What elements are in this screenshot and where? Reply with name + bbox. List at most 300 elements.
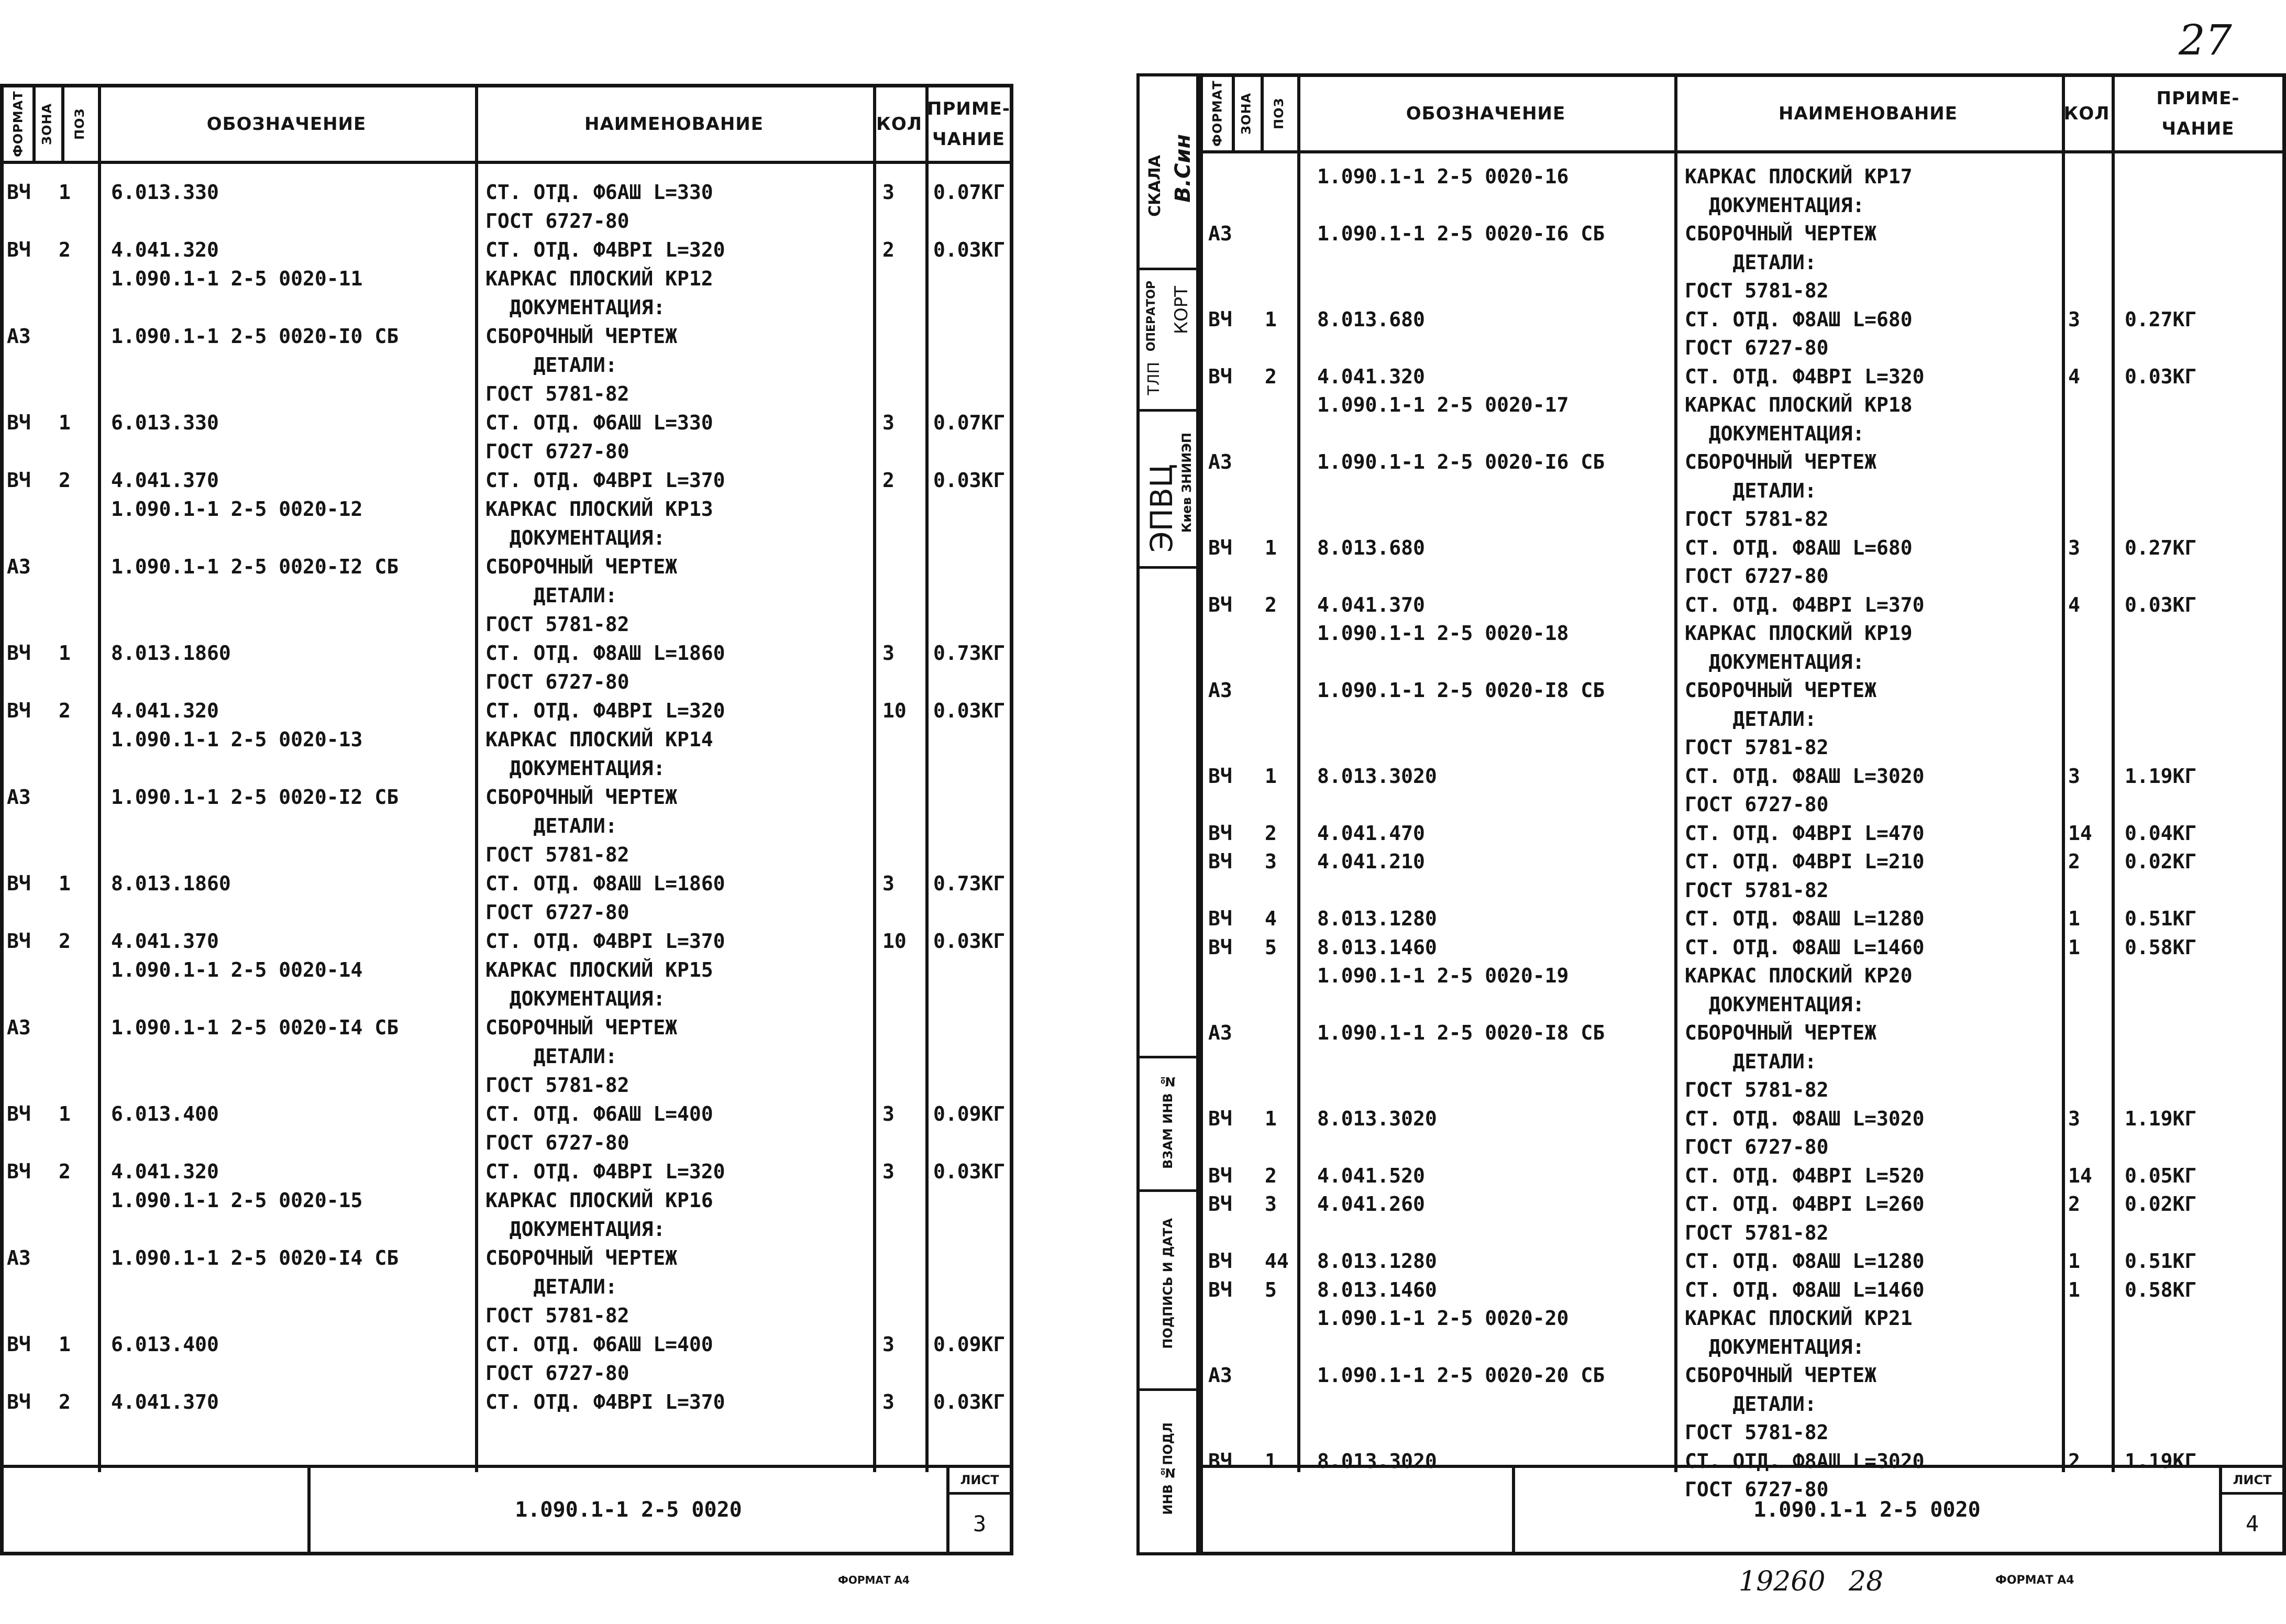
row-name: СБОРОЧНЫЙ ЧЕРТЕЖ <box>485 555 678 578</box>
divider <box>873 87 876 1472</box>
row-note: 0.02КГ <box>2125 1192 2197 1216</box>
row-name: ГОСТ 5781-82 <box>1685 1221 1829 1244</box>
row-name: ГОСТ 6727-80 <box>485 670 630 693</box>
header-designation: ОБОЗНАЧЕНИЕ <box>206 114 367 135</box>
row-name: ДОКУМЕНТАЦИЯ: <box>1685 422 1865 445</box>
row-designation: 1.090.1-1 2-5 0020-I8 СБ <box>1317 1021 1605 1044</box>
row-note: 0.04КГ <box>2125 821 2197 845</box>
row-note: 0.09КГ <box>933 1333 1006 1356</box>
header-note-line2: ЧАНИЕ <box>932 129 1005 150</box>
row-format: ВЧ <box>1208 307 1232 331</box>
row-name: СТ. ОТД. Ф4ВРI L=470 <box>1685 821 1925 845</box>
row-quantity: 3 <box>882 1102 894 1125</box>
row-format: А3 <box>7 325 31 348</box>
row-note: 0.03КГ <box>2125 364 2197 388</box>
stamp-inv: ИНВ №ПОДЛ <box>1161 1422 1175 1515</box>
row-position: 3 <box>1265 850 1277 873</box>
row-name: СТ. ОТД. Ф4ВРI L=210 <box>1685 850 1925 873</box>
row-name: КАРКАС ПЛОСКИЙ КР16 <box>485 1189 713 1212</box>
row-name: СТ. ОТД. Ф8АШ L=3020 <box>1685 1107 1925 1130</box>
stamp-inv-cell <box>1140 1391 1196 1552</box>
row-name: ГОСТ 6727-80 <box>485 440 630 463</box>
row-designation: 1.090.1-1 2-5 0020-I2 СБ <box>111 786 399 809</box>
row-format: А3 <box>7 1016 31 1039</box>
stamp-podpis: ПОДПИСЬ И ДАТА <box>1161 1218 1175 1349</box>
row-position: 2 <box>59 1390 71 1413</box>
row-designation: 6.013.400 <box>111 1333 219 1356</box>
row-designation: 4.041.320 <box>111 1160 219 1183</box>
row-name: ДЕТАЛИ: <box>485 1045 617 1068</box>
row-quantity: 3 <box>882 1160 894 1183</box>
sheet-page-4 <box>1105 0 2272 1624</box>
header-name: НАИМЕНОВАНИЕ <box>584 114 764 135</box>
row-quantity: 1 <box>2068 1278 2080 1301</box>
row-position: 5 <box>1265 1278 1277 1301</box>
signature: В.Син <box>1171 134 1195 203</box>
row-name: ДЕТАЛИ: <box>1685 479 1817 502</box>
header-note <box>2112 77 2284 150</box>
document-code: 1.090.1-1 2-5 0020 <box>1753 1498 1981 1522</box>
row-designation: 8.013.1460 <box>1317 1278 1437 1301</box>
row-format: ВЧ <box>7 1160 31 1183</box>
stamp-vzam: ВЗАМ ИНВ № <box>1161 1074 1175 1169</box>
sheet-label: ЛИСТ <box>2222 1468 2282 1495</box>
sheet-page-3 <box>0 0 1105 1624</box>
document-code: 1.090.1-1 2-5 0020 <box>515 1498 742 1522</box>
row-name: СТ. ОТД. Ф4ВРI L=370 <box>1685 593 1925 616</box>
row-name: СТ. ОТД. Ф4ВРI L=370 <box>485 930 725 953</box>
row-format: ВЧ <box>1208 821 1232 845</box>
row-format: А3 <box>7 1246 31 1269</box>
row-quantity: 3 <box>882 411 894 434</box>
row-quantity: 14 <box>2068 821 2092 845</box>
row-name: СТ. ОТД. Ф8АШ L=680 <box>1685 307 1913 331</box>
row-designation: 1.090.1-1 2-5 0020-18 <box>1317 622 1569 645</box>
row-name: ГОСТ 5781-82 <box>1685 507 1829 531</box>
row-note: 0.05КГ <box>2125 1164 2197 1187</box>
row-quantity: 2 <box>2068 1192 2080 1216</box>
header-qty: КОЛ <box>2063 103 2110 124</box>
row-designation: 4.041.320 <box>1317 364 1425 388</box>
stamp-tlp: ТЛП <box>1145 362 1163 395</box>
row-note: 0.07КГ <box>933 181 1006 204</box>
stamp-epvc: ЭПВЦ <box>1144 464 1179 553</box>
row-name: ДОКУМЕНТАЦИЯ: <box>485 757 666 780</box>
row-quantity: 3 <box>2068 764 2080 788</box>
sheet-box <box>946 1468 1010 1552</box>
row-name: СТ. ОТД. Ф8АШ L=1280 <box>1685 1250 1925 1273</box>
row-position: 2 <box>59 238 71 261</box>
row-name: ДЕТАЛИ: <box>1685 1049 1817 1073</box>
row-designation: 4.041.470 <box>1317 821 1425 845</box>
row-designation: 8.013.3020 <box>1317 764 1437 788</box>
header-note-line2: ЧАНИЕ <box>2161 118 2235 139</box>
row-position: 1 <box>59 1333 71 1356</box>
row-position: 2 <box>1265 821 1277 845</box>
row-name: ГОСТ 5781-82 <box>1685 878 1829 902</box>
row-name: ДОКУМЕНТАЦИЯ: <box>485 987 666 1010</box>
row-name: ДОКУМЕНТАЦИЯ: <box>485 296 666 319</box>
row-designation: 1.090.1-1 2-5 0020-I6 СБ <box>1317 222 1605 245</box>
row-designation: 8.013.3020 <box>1317 1449 1437 1473</box>
table-header <box>4 87 1010 164</box>
row-position: 1 <box>59 181 71 204</box>
row-name: ГОСТ 6727-80 <box>485 209 630 233</box>
spec-table-left <box>0 84 1013 1555</box>
row-name: СТ. ОТД. Ф4ВРI L=260 <box>1685 1192 1925 1216</box>
row-designation: 1.090.1-1 2-5 0020-17 <box>1317 393 1569 416</box>
row-name: СТ. ОТД. Ф8АШ L=1460 <box>1685 1278 1925 1301</box>
title-block-right <box>1203 1465 2282 1552</box>
row-quantity: 3 <box>882 642 894 665</box>
row-name: СТ. ОТД. Ф4ВРI L=320 <box>485 238 725 261</box>
row-name: СТ. ОТД. Ф4ВРI L=370 <box>485 469 725 492</box>
row-note: 0.03КГ <box>933 930 1006 953</box>
row-designation: 1.090.1-1 2-5 0020-11 <box>111 267 363 290</box>
row-name: ДЕТАЛИ: <box>1685 1392 1817 1416</box>
header-qty: КОЛ <box>876 114 922 135</box>
archive-sheet: 28 <box>1849 1566 1884 1597</box>
row-designation: 8.013.3020 <box>1317 1107 1437 1130</box>
divider <box>2112 77 2115 1472</box>
divider <box>61 87 64 161</box>
row-format: А3 <box>7 786 31 809</box>
row-format: ВЧ <box>1208 1164 1232 1187</box>
row-name: СТ. ОТД. Ф8АШ L=1460 <box>1685 935 1925 959</box>
row-name: ГОСТ 5781-82 <box>485 613 630 636</box>
divider <box>1232 77 1235 150</box>
row-designation: 4.041.320 <box>111 238 219 261</box>
row-designation: 1.090.1-1 2-5 0020-I0 СБ <box>111 325 399 348</box>
table-header <box>1203 77 2282 153</box>
row-position: 2 <box>59 930 71 953</box>
row-designation: 4.041.370 <box>111 930 219 953</box>
row-format: ВЧ <box>7 469 31 492</box>
row-format: А3 <box>1208 1021 1232 1044</box>
row-designation: 4.041.370 <box>111 469 219 492</box>
row-designation: 1.090.1-1 2-5 0020-20 СБ <box>1317 1364 1605 1387</box>
row-name: СБОРОЧНЫЙ ЧЕРТЕЖ <box>1685 1021 1877 1044</box>
row-quantity: 14 <box>2068 1164 2092 1187</box>
row-designation: 1.090.1-1 2-5 0020-I6 СБ <box>1317 450 1605 473</box>
row-position: 2 <box>1265 593 1277 616</box>
row-name: ДЕТАЛИ: <box>1685 250 1817 274</box>
row-quantity: 4 <box>2068 364 2080 388</box>
stamp-scale-cell <box>1140 76 1196 270</box>
row-name: СТ. ОТД. Ф4ВРI L=370 <box>485 1390 725 1413</box>
row-name: ГОСТ 5781-82 <box>485 1074 630 1097</box>
row-quantity: 10 <box>882 930 907 953</box>
row-name: СБОРОЧНЫЙ ЧЕРТЕЖ <box>1685 1364 1877 1387</box>
row-note: 0.58КГ <box>2125 1278 2197 1301</box>
row-format: А3 <box>1208 450 1232 473</box>
row-note: 0.09КГ <box>933 1102 1006 1125</box>
row-format: А3 <box>1208 1364 1232 1387</box>
row-name: ДОКУМЕНТАЦИЯ: <box>485 526 666 549</box>
row-name: ГОСТ 6727-80 <box>1685 336 1829 359</box>
row-note: 0.03КГ <box>933 469 1006 492</box>
row-format: ВЧ <box>7 238 31 261</box>
row-name: ДОКУМЕНТАЦИЯ: <box>1685 1335 1865 1358</box>
row-note: 1.19КГ <box>2125 1107 2197 1130</box>
row-quantity: 1 <box>2068 1250 2080 1273</box>
header-format: ФОРМАТ <box>10 91 26 158</box>
row-note: 0.27КГ <box>2125 307 2197 331</box>
row-position: 1 <box>1265 307 1277 331</box>
row-note: 0.58КГ <box>2125 935 2197 959</box>
row-designation: 4.041.370 <box>1317 593 1425 616</box>
row-format: ВЧ <box>1208 935 1232 959</box>
row-name: СТ. ОТД. Ф4ВРI L=320 <box>485 1160 725 1183</box>
row-name: ГОСТ 5781-82 <box>1685 736 1829 759</box>
row-name: ГОСТ 6727-80 <box>485 901 630 924</box>
row-format: ВЧ <box>1208 1107 1232 1130</box>
row-name: СТ. ОТД. Ф4ВРI L=320 <box>485 699 725 722</box>
row-quantity: 2 <box>882 469 894 492</box>
row-designation: 8.013.1860 <box>111 642 231 665</box>
row-designation: 1.090.1-1 2-5 0020-13 <box>111 728 363 751</box>
format-label-right: ФОРМАТ А4 <box>1995 1574 2074 1587</box>
row-format: ВЧ <box>1208 1250 1232 1273</box>
row-name: ДОКУМЕНТАЦИЯ: <box>1685 650 1865 673</box>
row-note: 0.03КГ <box>933 1160 1006 1183</box>
row-note: 0.27КГ <box>2125 536 2197 559</box>
row-format: А3 <box>7 555 31 578</box>
row-designation: 4.041.320 <box>111 699 219 722</box>
row-format: А3 <box>1208 222 1232 245</box>
row-name: КАРКАС ПЛОСКИЙ КР19 <box>1685 622 1913 645</box>
row-name: ГОСТ 6727-80 <box>485 1362 630 1385</box>
row-name: СТ. ОТД. Ф6АШ L=330 <box>485 181 713 204</box>
sheet-box <box>2219 1468 2282 1552</box>
stamp-sign-cell <box>1140 1192 1196 1391</box>
header-note-line1: ПРИМЕ- <box>2156 88 2240 109</box>
corner-page-number: 27 <box>2179 16 2232 64</box>
divider <box>475 87 478 1472</box>
row-name: ГОСТ 5781-82 <box>485 843 630 866</box>
row-name: КАРКАС ПЛОСКИЙ КР17 <box>1685 165 1913 188</box>
header-zone: ЗОНА <box>39 103 54 146</box>
row-note: 0.51КГ <box>2125 1250 2197 1273</box>
row-name: СБОРОЧНЫЙ ЧЕРТЕЖ <box>485 1246 678 1269</box>
row-position: 1 <box>1265 536 1277 559</box>
row-name: ГОСТ 5781-82 <box>485 1304 630 1327</box>
row-format: ВЧ <box>1208 850 1232 873</box>
divider <box>1261 77 1264 150</box>
row-name: ДЕТАЛИ: <box>1685 707 1817 731</box>
row-designation: 6.013.330 <box>111 411 219 434</box>
divider <box>925 87 929 1472</box>
row-name: СТ. ОТД. Ф6АШ L=400 <box>485 1333 713 1356</box>
row-name: ДЕТАЛИ: <box>485 584 617 607</box>
row-name: ГОСТ 5781-82 <box>1685 1078 1829 1101</box>
row-designation: 4.041.520 <box>1317 1164 1425 1187</box>
row-format: ВЧ <box>7 1390 31 1413</box>
row-name: ДОКУМЕНТАЦИЯ: <box>485 1218 666 1241</box>
row-designation: 1.090.1-1 2-5 0020-16 <box>1317 165 1569 188</box>
stamp-vzam-cell <box>1140 1056 1196 1192</box>
row-quantity: 4 <box>2068 593 2080 616</box>
row-quantity: 3 <box>882 1390 894 1413</box>
row-designation: 1.090.1-1 2-5 0020-19 <box>1317 964 1569 987</box>
stamp-operator: ОПЕРАТОР <box>1145 281 1158 352</box>
row-position: 1 <box>1265 1449 1277 1473</box>
row-name: СБОРОЧНЫЙ ЧЕРТЕЖ <box>485 325 678 348</box>
row-position: 2 <box>1265 1164 1277 1187</box>
row-designation: 8.013.1280 <box>1317 907 1437 930</box>
row-designation: 8.013.1460 <box>1317 935 1437 959</box>
sheet-number: 4 <box>2245 1510 2259 1537</box>
row-format: ВЧ <box>7 1102 31 1125</box>
row-position: 1 <box>59 872 71 895</box>
row-format: ВЧ <box>1208 1449 1232 1473</box>
row-quantity: 2 <box>2068 850 2080 873</box>
row-position: 2 <box>59 469 71 492</box>
row-note: 0.07КГ <box>933 411 1006 434</box>
row-position: 1 <box>1265 764 1277 788</box>
row-name: КАРКАС ПЛОСКИЙ КР13 <box>485 498 713 521</box>
row-quantity: 2 <box>882 238 894 261</box>
row-designation: 4.041.260 <box>1317 1192 1425 1216</box>
row-name: СБОРОЧНЫЙ ЧЕРТЕЖ <box>1685 679 1877 702</box>
row-format: ВЧ <box>7 872 31 895</box>
row-note: 0.73КГ <box>933 642 1006 665</box>
row-designation: 6.013.400 <box>111 1102 219 1125</box>
row-note: 0.03КГ <box>933 699 1006 722</box>
row-note: 0.03КГ <box>933 238 1006 261</box>
row-designation: 6.013.330 <box>111 181 219 204</box>
row-name: ДЕТАЛИ: <box>485 1275 617 1298</box>
row-designation: 8.013.1280 <box>1317 1250 1437 1273</box>
row-name: ДЕТАЛИ: <box>485 353 617 377</box>
stamp-org-cell <box>1140 412 1196 569</box>
row-position: 2 <box>59 699 71 722</box>
row-position: 1 <box>59 642 71 665</box>
row-name: СБОРОЧНЫЙ ЧЕРТЕЖ <box>485 1016 678 1039</box>
row-name: КАРКАС ПЛОСКИЙ КР20 <box>1685 964 1913 987</box>
header-zone: ЗОНА <box>1239 92 1254 135</box>
row-quantity: 3 <box>2068 1107 2080 1130</box>
divider <box>32 87 36 161</box>
divider <box>1674 77 1677 1472</box>
row-name: КАРКАС ПЛОСКИЙ КР14 <box>485 728 713 751</box>
header-pos: ПОЗ <box>72 108 87 140</box>
row-note: 0.02КГ <box>2125 850 2197 873</box>
row-name: КАРКАС ПЛОСКИЙ КР15 <box>485 958 713 981</box>
row-name: ДОКУМЕНТАЦИЯ: <box>1685 992 1865 1016</box>
row-name: СБОРОЧНЫЙ ЧЕРТЕЖ <box>485 786 678 809</box>
row-format: ВЧ <box>7 642 31 665</box>
row-format: ВЧ <box>7 930 31 953</box>
row-name: СТ. ОТД. Ф8АШ L=3020 <box>1685 764 1925 788</box>
row-format: ВЧ <box>1208 1278 1232 1301</box>
row-designation: 8.013.680 <box>1317 536 1425 559</box>
row-designation: 1.090.1-1 2-5 0020-I8 СБ <box>1317 679 1605 702</box>
format-label-left: ФОРМАТ А4 <box>838 1574 910 1586</box>
row-position: 1 <box>59 1102 71 1125</box>
header-note <box>925 87 1012 161</box>
row-name: КАРКАС ПЛОСКИЙ КР18 <box>1685 393 1913 416</box>
row-position: 5 <box>1265 935 1277 959</box>
stamp-kort: КОРТ <box>1171 286 1192 335</box>
spec-table-right <box>1199 73 2286 1555</box>
row-name: КАРКАС ПЛОСКИЙ КР12 <box>485 267 713 290</box>
row-quantity: 3 <box>2068 307 2080 331</box>
row-quantity: 2 <box>2068 1449 2080 1473</box>
row-format: ВЧ <box>7 699 31 722</box>
row-name: ГОСТ 6727-80 <box>1685 1135 1829 1158</box>
row-name: ГОСТ 6727-80 <box>485 1131 630 1154</box>
row-format: А3 <box>1208 679 1232 702</box>
row-designation: 4.041.370 <box>111 1390 219 1413</box>
row-designation: 4.041.210 <box>1317 850 1425 873</box>
row-quantity: 1 <box>2068 935 2080 959</box>
divider <box>2062 77 2065 1472</box>
row-name: ГОСТ 6727-80 <box>1685 1478 1829 1501</box>
row-designation: 8.013.1860 <box>111 872 231 895</box>
stamp-scale: СКАЛА <box>1146 155 1164 217</box>
row-quantity: 3 <box>882 181 894 204</box>
row-format: ВЧ <box>7 411 31 434</box>
row-format: ВЧ <box>1208 364 1232 388</box>
row-note: 1.19КГ <box>2125 764 2197 788</box>
row-position: 4 <box>1265 907 1277 930</box>
row-designation: 1.090.1-1 2-5 0020-I4 СБ <box>111 1016 399 1039</box>
row-name: СТ. ОТД. Ф6АШ L=400 <box>485 1102 713 1125</box>
header-name: НАИМЕНОВАНИЕ <box>1778 103 1958 124</box>
row-name: СТ. ОТД. Ф8АШ L=3020 <box>1685 1449 1925 1473</box>
row-designation: 1.090.1-1 2-5 0020-I4 СБ <box>111 1246 399 1269</box>
row-name: ГОСТ 6727-80 <box>1685 793 1829 816</box>
row-note: 0.73КГ <box>933 872 1006 895</box>
row-name: СТ. ОТД. Ф6АШ L=330 <box>485 411 713 434</box>
header-note-line1: ПРИМЕ- <box>927 98 1010 119</box>
row-name: ДЕТАЛИ: <box>485 814 617 837</box>
row-quantity: 10 <box>882 699 907 722</box>
row-position: 2 <box>1265 364 1277 388</box>
row-name: ГОСТ 5781-82 <box>1685 279 1829 302</box>
stamp-kiev: Киев ЗНИИЭП <box>1179 433 1194 533</box>
row-name: СБОРОЧНЫЙ ЧЕРТЕЖ <box>1685 222 1877 245</box>
row-name: ДОКУМЕНТАЦИЯ: <box>1685 193 1865 217</box>
row-note: 0.03КГ <box>2125 593 2197 616</box>
row-position: 1 <box>59 411 71 434</box>
row-name: СТ. ОТД. Ф8АШ L=1860 <box>485 872 725 895</box>
row-note: 0.51КГ <box>2125 907 2197 930</box>
row-designation: 1.090.1-1 2-5 0020-12 <box>111 498 363 521</box>
row-format: ВЧ <box>1208 1192 1232 1216</box>
row-designation: 1.090.1-1 2-5 0020-I2 СБ <box>111 555 399 578</box>
row-designation: 1.090.1-1 2-5 0020-14 <box>111 958 363 981</box>
row-quantity: 3 <box>882 872 894 895</box>
row-quantity: 1 <box>2068 907 2080 930</box>
sheet-label: ЛИСТ <box>949 1468 1010 1495</box>
stamp-operator-cell <box>1140 270 1196 412</box>
row-designation: 1.090.1-1 2-5 0020-15 <box>111 1189 363 1212</box>
side-stamp <box>1136 73 1199 1555</box>
row-name: СТ. ОТД. Ф4ВРI L=320 <box>1685 364 1925 388</box>
divider <box>1297 77 1300 1472</box>
archive-number: 19260 <box>1739 1566 1826 1597</box>
header-pos: ПОЗ <box>1272 97 1286 130</box>
row-name: КАРКАС ПЛОСКИЙ КР21 <box>1685 1307 1913 1330</box>
header-designation: ОБОЗНАЧЕНИЕ <box>1406 103 1566 124</box>
row-quantity: 3 <box>882 1333 894 1356</box>
row-name: ГОСТ 6727-80 <box>1685 565 1829 588</box>
row-format: ВЧ <box>1208 536 1232 559</box>
row-name: СТ. ОТД. Ф8АШ L=680 <box>1685 536 1913 559</box>
header-format: ФОРМАТ <box>1210 80 1225 147</box>
